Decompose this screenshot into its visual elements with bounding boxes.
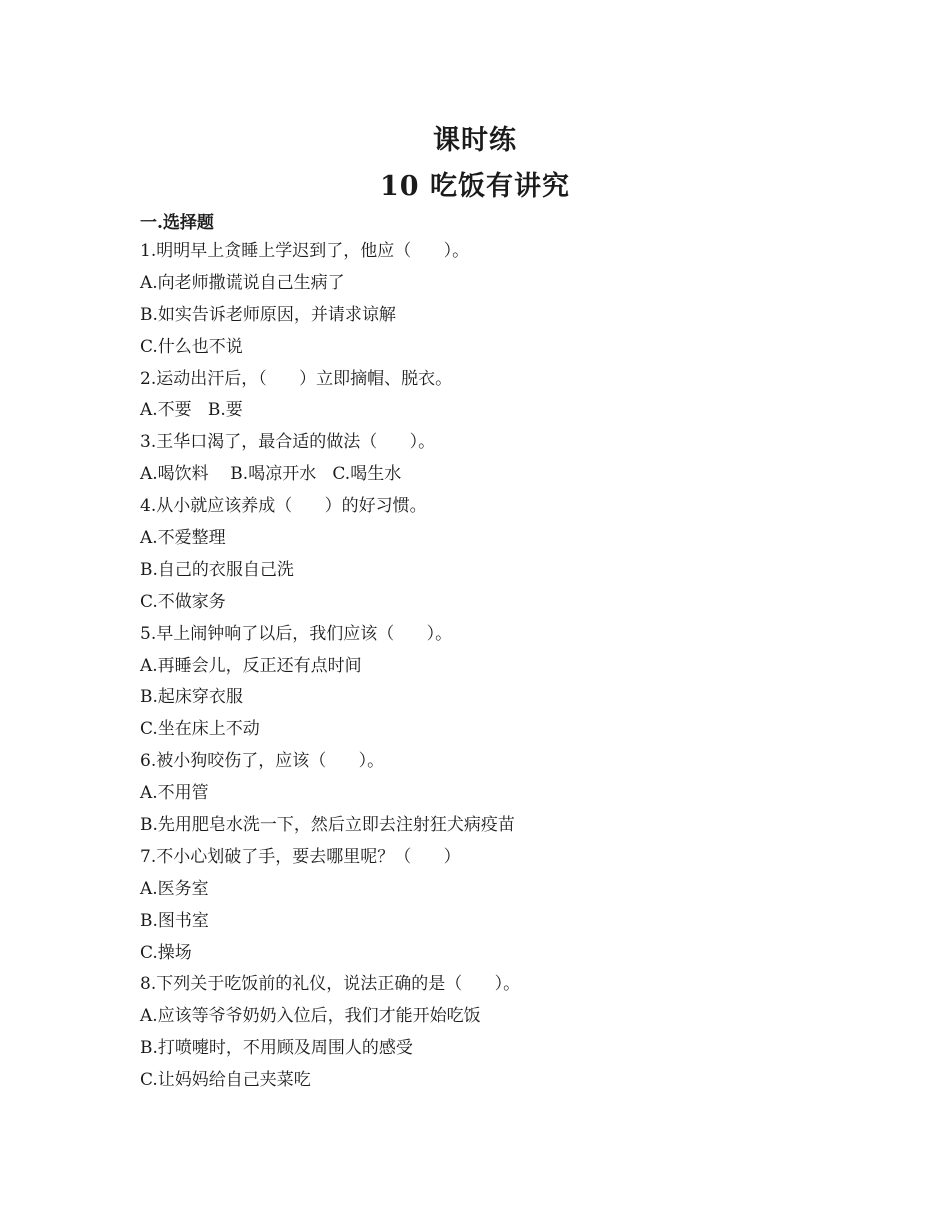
question-1-option-a: A.向老师撒谎说自己生病了 — [140, 272, 345, 293]
question-7-option-a: A.医务室 — [140, 878, 209, 899]
question-7-option-c: C.操场 — [140, 942, 192, 963]
question-3: 3.王华口渴了，最合适的做法（ ）。 — [140, 432, 436, 453]
question-2: 2.运动出汗后，（ ）立即摘帽、脱衣。 — [140, 368, 453, 389]
question-5-option-b: B.起床穿衣服 — [140, 687, 243, 708]
question-6: 6.被小狗咬伤了，应该（ ）。 — [140, 751, 385, 772]
question-6-option-b: B.先用肥皂水洗一下，然后立即去注射狂犬病疫苗 — [140, 815, 515, 836]
question-8-option-b: B.打喷嚏时，不用顾及周围人的感受 — [140, 1038, 413, 1059]
question-3-options: A.喝饮料 B.喝凉开水 C.喝生水 — [140, 464, 402, 485]
question-1: 1.明明早上贪睡上学迟到了，他应（ ）。 — [140, 241, 470, 261]
question-4-option-b: B.自己的衣服自己洗 — [140, 559, 294, 580]
question-5: 5.早上闹钟响了以后，我们应该（ ）。 — [140, 623, 453, 644]
question-4-option-a: A.不爱整理 — [140, 528, 226, 549]
question-4-option-c: C.不做家务 — [140, 591, 226, 612]
question-7-option-b: B.图书室 — [140, 910, 209, 931]
section-heading: 一.选择题 — [140, 213, 214, 233]
question-8-option-a: A.应该等爷爷奶奶入位后，我们才能开始吃饭 — [140, 1006, 481, 1027]
question-5-option-c: C.坐在床上不动 — [140, 719, 260, 740]
page-title: 课时练 — [433, 125, 517, 156]
lesson-title: 10 吃饭有讲究 — [380, 171, 570, 202]
question-6-option-a: A.不用管 — [140, 783, 209, 804]
question-8: 8.下列关于吃饭前的礼仪，说法正确的是（ ）。 — [140, 974, 521, 995]
question-4: 4.从小就应该养成（ ）的好习惯。 — [140, 496, 427, 517]
question-8-option-c: C.让妈妈给自己夹菜吃 — [140, 1070, 311, 1091]
question-1-option-c: C.什么也不说 — [140, 336, 243, 357]
question-1-option-b: B.如实告诉老师原因，并请求谅解 — [140, 304, 396, 325]
question-5-option-a: A.再睡会儿，反正还有点时间 — [140, 655, 362, 676]
question-2-options: A.不要 B.要 — [140, 400, 243, 421]
question-list — [140, 236, 840, 1097]
question-7: 7.不小心划破了手，要去哪里呢？（ ） — [140, 846, 461, 867]
